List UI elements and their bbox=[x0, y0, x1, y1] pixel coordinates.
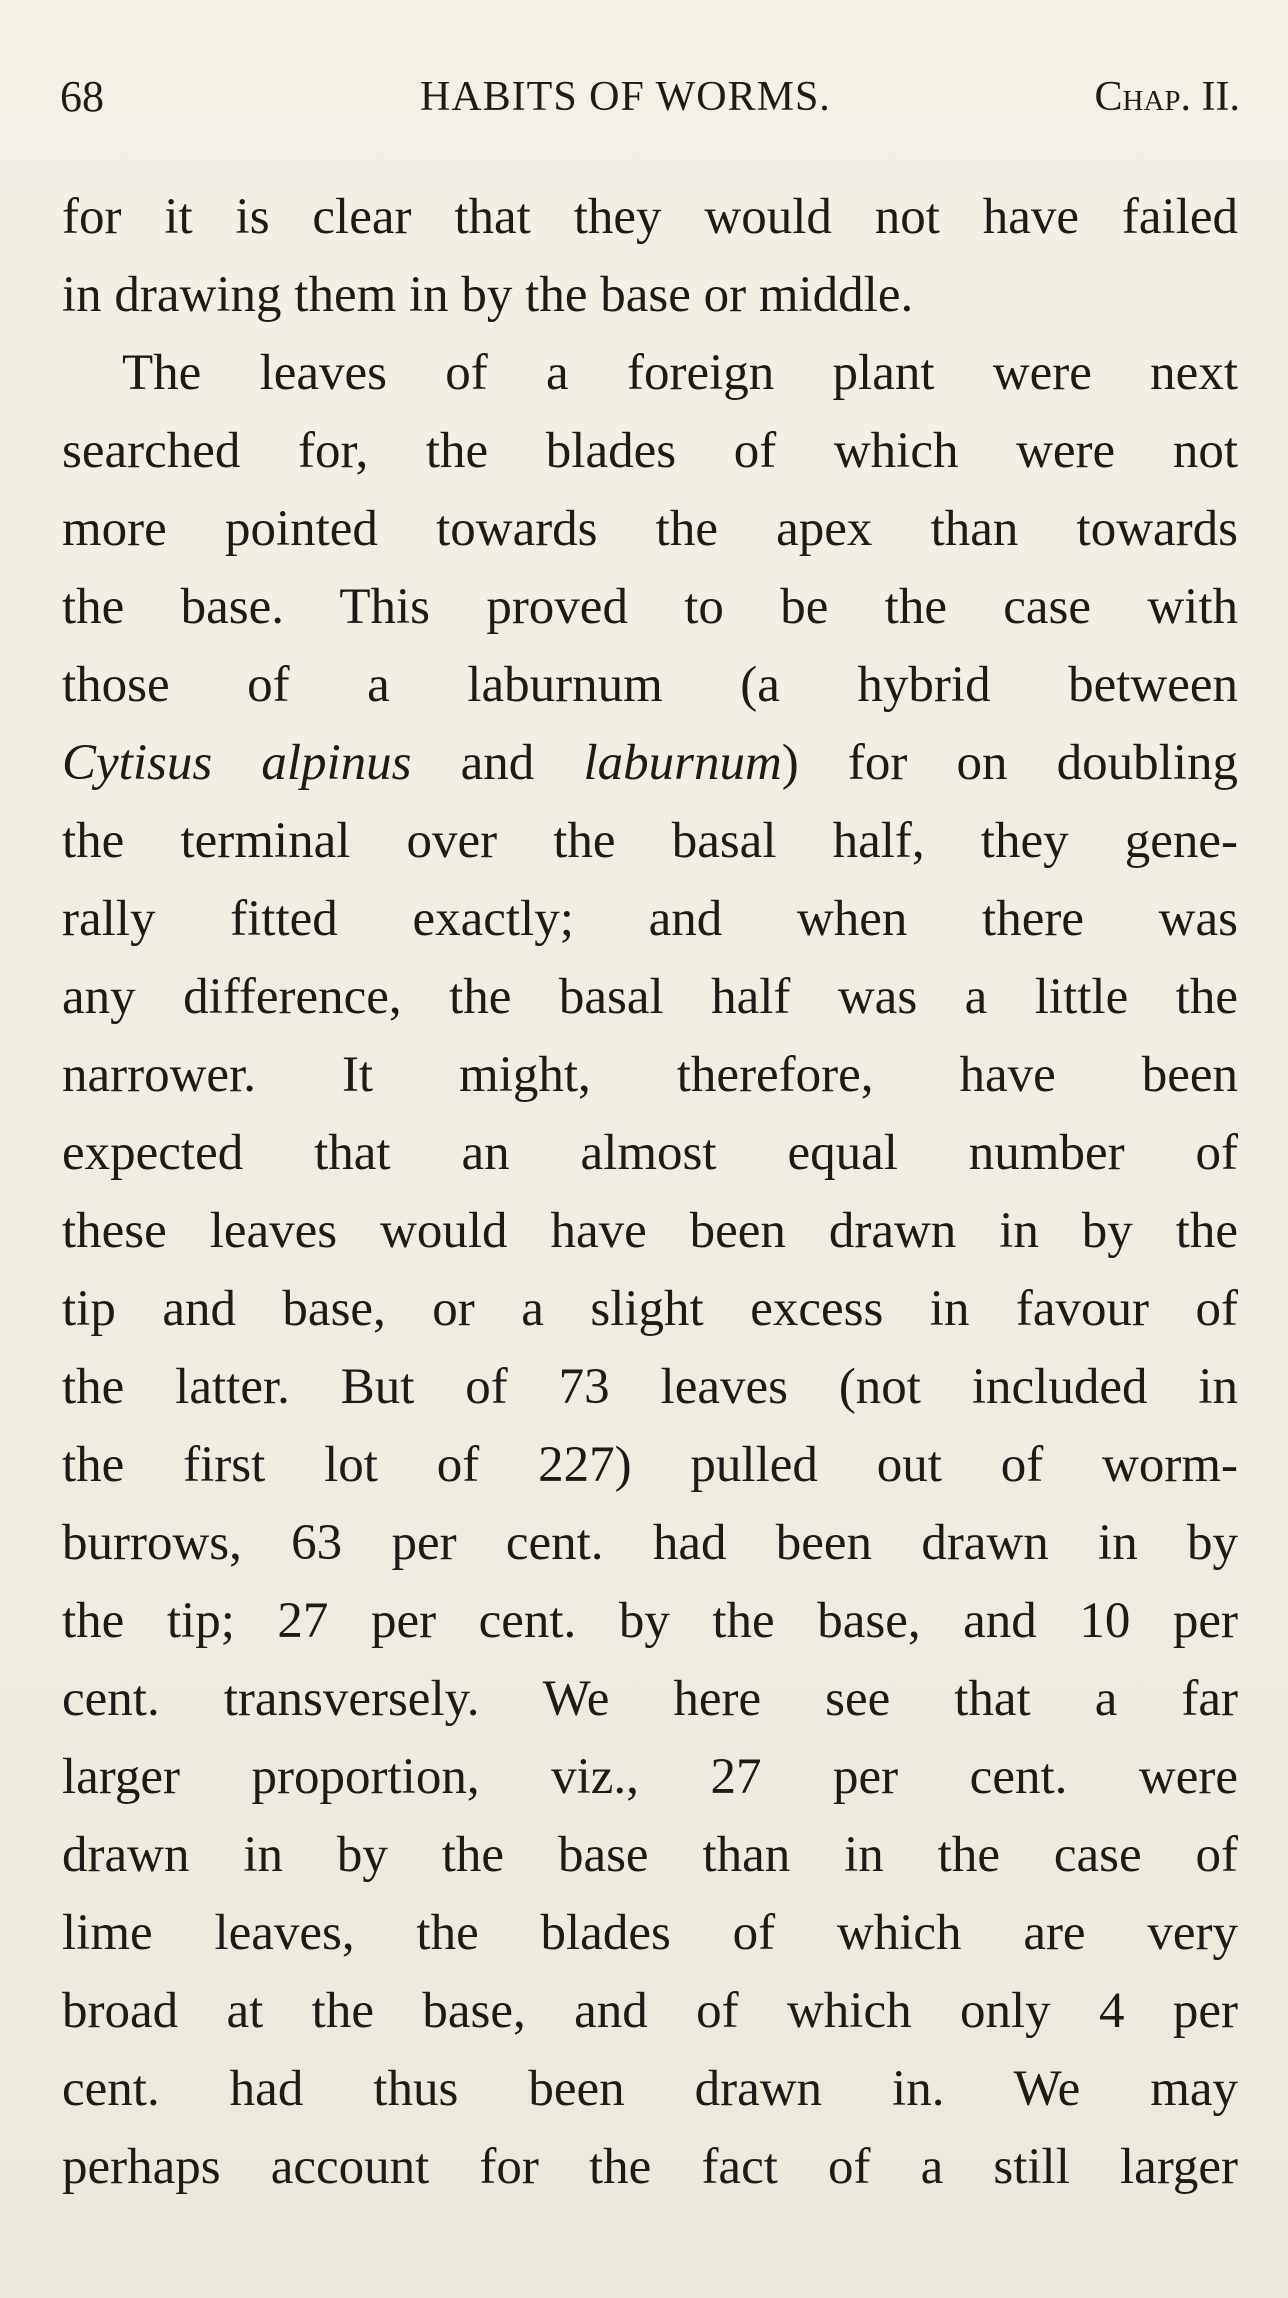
text-line: drawn in by the base than in the case of bbox=[62, 1827, 1238, 1883]
text-line: the latter. But of 73 leaves (not included in bbox=[62, 1359, 1238, 1415]
page-number: 68 bbox=[60, 72, 104, 121]
text-span: ) for on doubling bbox=[781, 735, 1238, 791]
text-line: burrows, 63 per cent. had been drawn in by bbox=[62, 1515, 1238, 1571]
text-line: expected that an almost equal number of bbox=[62, 1125, 1238, 1181]
italic-species-name: laburnum bbox=[583, 735, 782, 791]
text-line: perhaps account for the fact of a still larger bbox=[62, 2139, 1238, 2195]
text-line: more pointed towards the apex than towards bbox=[62, 501, 1238, 557]
body-text bbox=[62, 178, 1238, 2206]
paragraph-start-line: The leaves of a foreign plant were next bbox=[122, 345, 1238, 401]
text-line: those of a laburnum (a hybrid between bbox=[62, 657, 1238, 713]
text-line: for it is clear that they would not have failed bbox=[62, 189, 1238, 245]
running-title: HABITS OF WORMS. bbox=[420, 74, 831, 120]
text-line: the terminal over the basal half, they gene- bbox=[62, 813, 1238, 869]
italic-species-name: Cytisus alpinus bbox=[62, 735, 412, 791]
text-line: tip and base, or a slight excess in favour of bbox=[62, 1281, 1238, 1337]
text-line: the first lot of 227) pulled out of worm- bbox=[62, 1437, 1238, 1493]
text-line: searched for, the blades of which were not bbox=[62, 423, 1238, 479]
text-line: any difference, the basal half was a little the bbox=[62, 969, 1238, 1025]
text-line: the base. This proved to be the case with bbox=[62, 579, 1238, 635]
text-line-italic-names bbox=[62, 724, 1238, 802]
text-line: broad at the base, and of which only 4 per bbox=[62, 1983, 1238, 2039]
text-line: narrower. It might, therefore, have been bbox=[62, 1047, 1238, 1103]
text-line: rally fitted exactly; and when there was bbox=[62, 891, 1238, 947]
text-line: the tip; 27 per cent. by the base, and 10 per bbox=[62, 1593, 1238, 1649]
text-line: cent. had thus been drawn in. We may bbox=[62, 2061, 1238, 2117]
text-line: these leaves would have been drawn in by the bbox=[62, 1203, 1238, 1259]
chapter-reference: Chap. II. bbox=[1094, 74, 1240, 120]
text-span: and bbox=[411, 735, 584, 791]
text-line: in drawing them in by the base or middle. bbox=[62, 267, 914, 323]
text-line: larger proportion, viz., 27 per cent. were bbox=[62, 1749, 1238, 1805]
page-header bbox=[60, 62, 1240, 132]
text-line: lime leaves, the blades of which are very bbox=[62, 1905, 1238, 1961]
text-line: cent. transversely. We here see that a far bbox=[62, 1671, 1238, 1727]
